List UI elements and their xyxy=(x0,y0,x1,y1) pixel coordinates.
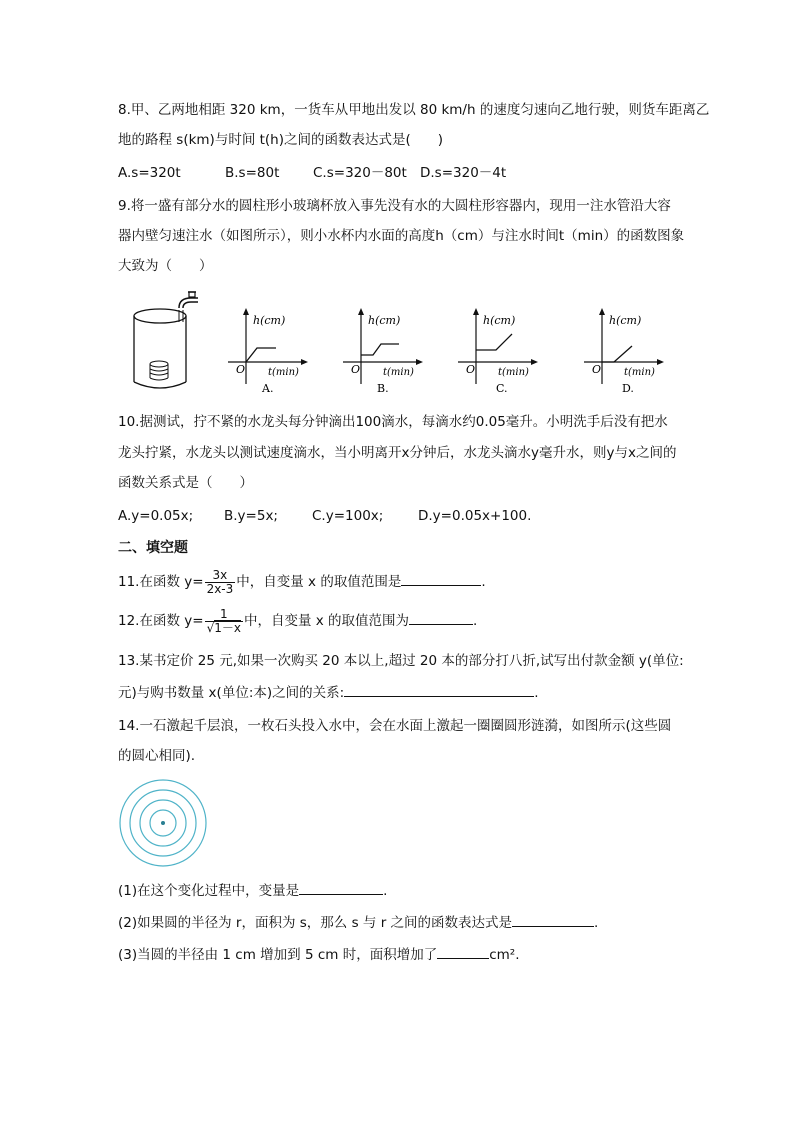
graph-c-xlabel: t(min) xyxy=(498,367,529,378)
q10-line2: 龙头拧紧，水龙头以测试速度滴水，当小明离开x分钟后，水龙头滴水y毫升水，则y与x之间的 xyxy=(118,445,677,461)
q10-option-d: D.y=0.05x+100. xyxy=(418,508,532,524)
graph-b-ylabel: h(cm) xyxy=(368,314,401,327)
graph-d-ylabel: h(cm) xyxy=(609,314,642,327)
q11-numerator: 3x xyxy=(205,569,236,583)
q8-line2: 地的路程 s(km)与时间 t(h)之间的函数表达式是( ) xyxy=(118,132,444,148)
q9-line3: 大致为（ ） xyxy=(118,258,213,274)
q10-option-a: A.y=0.05x; xyxy=(118,508,194,524)
q8-option-a: A.s=320t xyxy=(118,165,181,181)
graph-b-origin: O xyxy=(351,363,361,376)
graph-a-origin: O xyxy=(236,363,246,376)
q12-fraction xyxy=(205,608,243,635)
sqrt-sign: √ xyxy=(206,620,215,635)
q14-sub1-text: (1)在这个变化过程中，变量是 xyxy=(118,883,300,899)
graph-c-origin: O xyxy=(466,363,476,376)
q14-sub2-blank[interactable] xyxy=(512,912,594,927)
graph-b xyxy=(337,302,433,398)
q9-line2: 器内壁匀速注水（如图所示），则小水杯内水面的高度h（cm）与注水时间t（min）的函数图象 xyxy=(118,228,685,244)
q12-radicand: 1－x xyxy=(214,620,241,635)
q14-sub3-unit: cm². xyxy=(489,947,520,963)
graph-b-xlabel: t(min) xyxy=(383,367,414,378)
q12-suffix: 中，自变量 x 的取值范围为 xyxy=(243,613,410,629)
q14-sub1-blank[interactable] xyxy=(299,880,383,895)
q10-options xyxy=(118,506,531,526)
q14-sub1-end: . xyxy=(383,883,388,899)
q11-prefix: 11.在函数 y= xyxy=(118,574,204,590)
graph-d xyxy=(578,302,674,398)
q14-sub2-text: (2)如果圆的半径为 r，面积为 s，那么 s 与 r 之间的函数表达式是 xyxy=(118,915,513,931)
q12-answer-blank[interactable] xyxy=(409,610,473,625)
q13-end: . xyxy=(534,685,539,701)
q10-option-b: B.y=5x; xyxy=(224,508,278,524)
q11-suffix: 中，自变量 x 的取值范围是 xyxy=(236,574,402,590)
q8-options xyxy=(118,163,506,183)
q11 xyxy=(118,567,486,597)
q12-denominator xyxy=(205,622,243,635)
q14-sub3-text: (3)当圆的半径由 1 cm 增加到 5 cm 时，面积增加了 xyxy=(118,947,438,963)
q12-numerator: 1 xyxy=(205,608,243,622)
graph-a-ylabel: h(cm) xyxy=(253,314,286,327)
q8-option-d: D.s=320－4t xyxy=(420,165,507,181)
q12 xyxy=(118,605,477,637)
q11-denominator: 2x-3 xyxy=(206,581,234,596)
q14-sub2 xyxy=(118,912,598,933)
graph-d-label: D. xyxy=(622,382,634,395)
q14-line1: 14.一石激起千层浪，一枚石头投入水中，会在水面上激起一圈圈圆形涟漪，如图所示(这些圆 xyxy=(118,718,672,734)
q14-sub3 xyxy=(118,944,519,965)
q8-option-b: B.s=80t xyxy=(225,165,280,181)
q14-sub3-blank[interactable] xyxy=(437,944,489,959)
q13-answer-blank[interactable] xyxy=(344,682,534,697)
section-heading: 二、填空题 xyxy=(118,540,188,556)
graph-b-label: B. xyxy=(377,382,389,395)
q14-sub1 xyxy=(118,880,387,901)
graph-c-ylabel: h(cm) xyxy=(483,314,516,327)
q9-line1: 9.将一盛有部分水的圆柱形小玻璃杯放入事先没有水的大圆柱形容器内，现用一注水管沿大容 xyxy=(118,198,671,214)
q13-line2-text: 元)与购书数量 x(单位:本)之间的关系: xyxy=(118,685,345,701)
graph-a-xlabel: t(min) xyxy=(268,367,299,378)
q14-sub2-end: . xyxy=(594,915,599,931)
q11-fraction xyxy=(205,569,236,596)
q12-end: . xyxy=(473,613,478,629)
q8-line1: 8.甲、乙两地相距 320 km，一货车从甲地出发以 80 km/h 的速度匀速向乙地行驶，则货车距离乙 xyxy=(118,102,710,118)
graph-c xyxy=(452,302,548,398)
q13-line2 xyxy=(118,682,538,703)
container-illustration xyxy=(126,290,206,396)
q11-end: . xyxy=(481,574,486,590)
q10-line1: 10.据测试，拧不紧的水龙头每分钟滴出100滴水，每滴水约0.05毫升。小明洗手后没有把水 xyxy=(118,414,668,430)
q13-line1: 13.某书定价 25 元,如果一次购买 20 本以上,超过 20 本的部分打八折,试写出付款金额 y(单位: xyxy=(118,653,684,669)
q10-option-c: C.y=100x; xyxy=(312,508,384,524)
ripple-center-point xyxy=(161,821,165,825)
q14-line2: 的圆心相同). xyxy=(118,748,196,764)
graph-d-xlabel: t(min) xyxy=(624,367,655,378)
q10-line3: 函数关系式是（ ） xyxy=(118,475,253,491)
graph-a-label: A. xyxy=(262,382,274,395)
graph-a xyxy=(222,302,318,398)
q11-answer-blank[interactable] xyxy=(401,571,481,586)
ripple-circles-figure xyxy=(118,778,208,868)
q12-prefix: 12.在函数 y= xyxy=(118,613,204,629)
graph-c-label: C. xyxy=(496,382,508,395)
q8-option-c: C.s=320－80t xyxy=(313,165,407,181)
graph-d-origin: O xyxy=(592,363,602,376)
